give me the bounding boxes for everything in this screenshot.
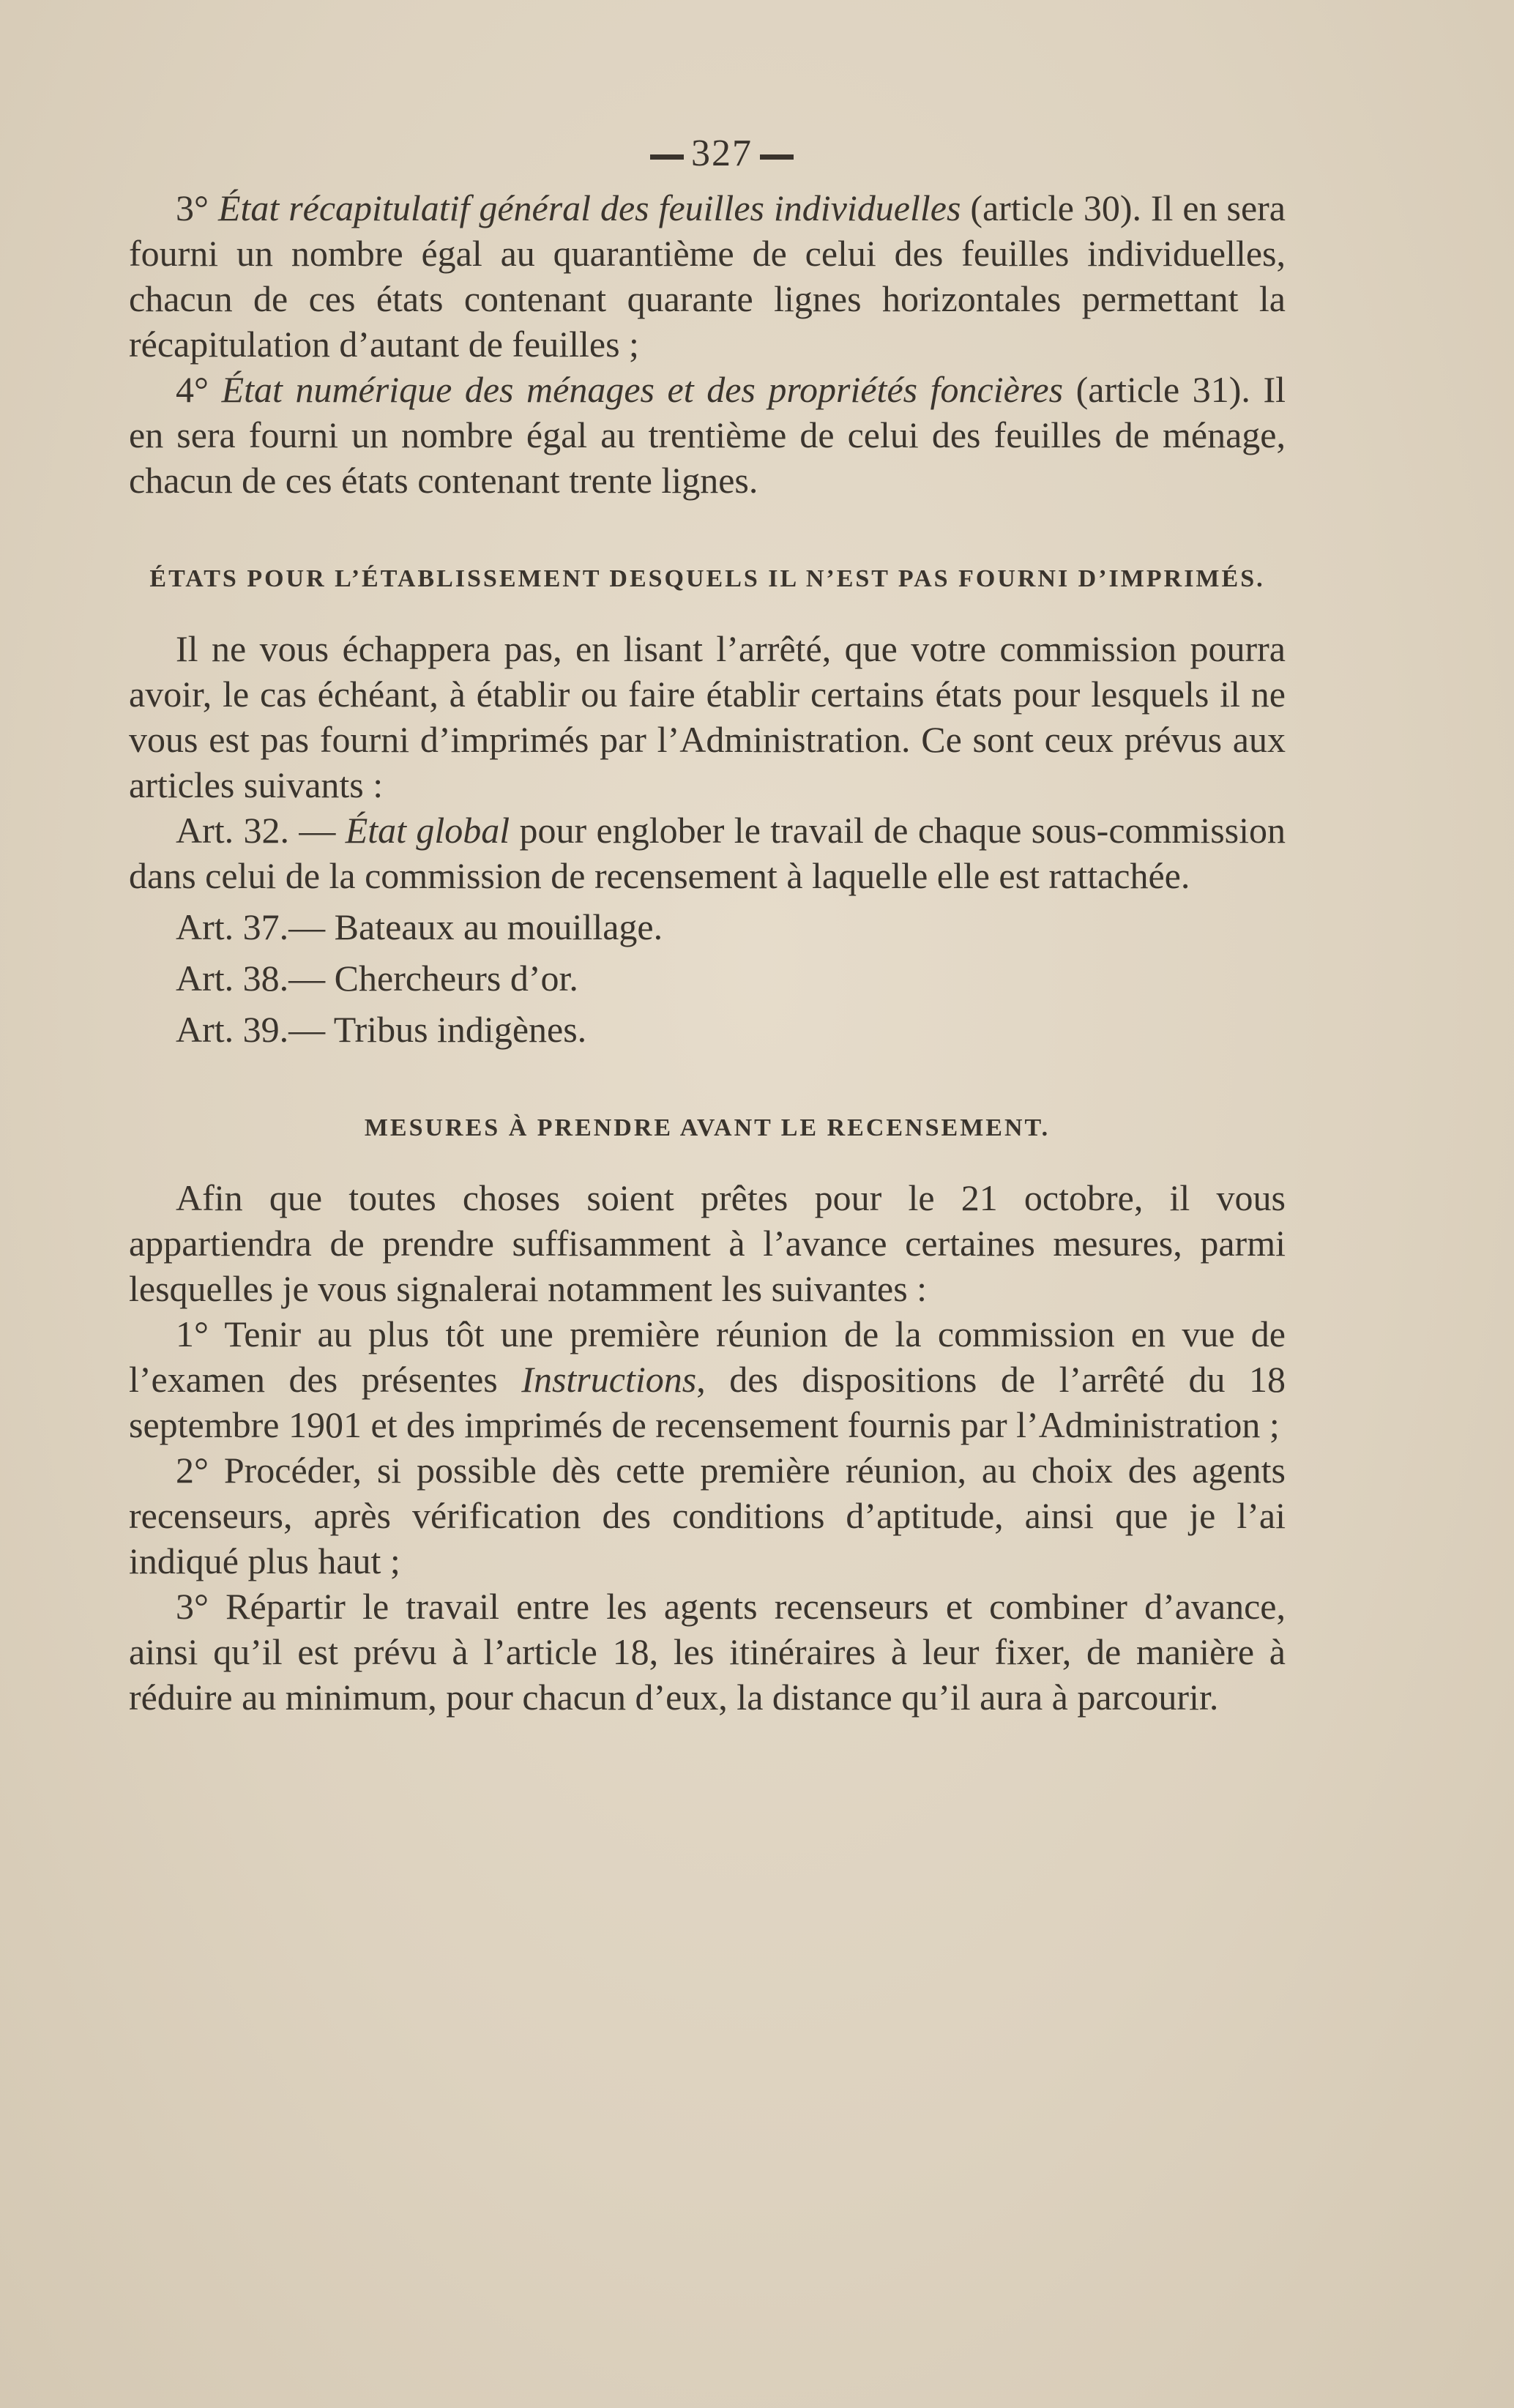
item-4-number: 4° xyxy=(176,369,209,410)
art-38-line: Art. 38.— Chercheurs d’or. xyxy=(176,958,578,999)
mesures-item-2: 2° Procéder, si possible dès cette première réunion, au choix des agents recenseurs, après vérification des conditions d’aptitude, ainsi que je l’ai indiqué plus haut ; xyxy=(129,1450,1286,1581)
mesures-item-3: 3° Répartir le travail entre les agents recenseurs et combiner d’avance, ainsi qu’il est prévu à l’article 18, les itinéraires à leur fixer, de manière à réduire au minimum, pour chacun d’eux, la distance qu’il aura à parcourir. xyxy=(129,1586,1286,1718)
item-3-title: État récapitulatif général des feuilles individuelles xyxy=(217,187,961,228)
mesures-item-1-end: , des dispositions de l’arrêté du 18 septembre 1901 et des imprimés de recensement fournis par l’Administration ; xyxy=(129,1359,1286,1445)
item-3-text: (article 30). Il en sera fourni un nombre égal au quarantième de celui des feuilles individuelles, chacun de ces états contenant quarante lignes horizontales permettant la récapitulation d’autant de feuilles ; xyxy=(129,187,1286,365)
art-32-paragraph xyxy=(129,808,1286,898)
art-32-title: État global xyxy=(345,810,510,851)
art-32-text: pour englober le travail de chaque sous-commission dans celui de la commission de recensement à laquelle elle est rattachée. xyxy=(129,810,1286,896)
section-heading-etats: ÉTATS POUR L’ÉTABLISSEMENT DESQUELS IL N’EST PAS FOURNI D’IMPRIMÉS. xyxy=(149,565,1265,592)
mesures-item-1-italic: Instructions xyxy=(521,1359,697,1400)
item-3-paragraph xyxy=(129,185,1286,367)
page-number xyxy=(158,132,1286,175)
art-37-line: Art. 37.— Bateaux au mouillage. xyxy=(176,906,663,947)
item-4-text: (article 31). Il en sera fourni un nombre égal au trentième de celui des feuilles de ménage, chacun de ces états contenant trente lignes. xyxy=(129,369,1286,501)
mesures-intro-paragraph: Afin que toutes choses soient prêtes pour le 21 octobre, il vous appartiendra de prendre suffisamment à l’avance certaines mesures, parmi lesquelles je vous signalerai notamment les suivantes : xyxy=(129,1177,1286,1309)
dash-left xyxy=(650,154,684,160)
art-39-line: Art. 39.— Tribus indigènes. xyxy=(176,1009,587,1050)
mesures-item-1 xyxy=(129,1311,1286,1447)
mesures-item-1-start: 1° Tenir au plus tôt une première réunion de la commission en vue de l’examen des présentes xyxy=(129,1313,1286,1400)
page-body xyxy=(129,132,1286,1720)
etats-intro-paragraph: Il ne vous échappera pas, en lisant l’arrêté, que votre commission pourra avoir, le cas échéant, à établir ou faire établir certains états pour lesquels il ne vous est pas fourni d’imprimés par l’Administration. Ce sont ceux prévus aux articles suivants : xyxy=(129,628,1286,805)
item-4-title: État numérique des ménages et des propriétés foncières xyxy=(221,369,1064,410)
item-4-paragraph xyxy=(129,367,1286,503)
section-heading-mesures: MESURES À PRENDRE AVANT LE RECENSEMENT. xyxy=(364,1114,1051,1141)
art-32-prefix: Art. 32. — xyxy=(176,810,346,851)
dash-right xyxy=(760,154,794,160)
item-3-number: 3° xyxy=(176,187,209,228)
page-number-text: 327 xyxy=(691,133,753,174)
